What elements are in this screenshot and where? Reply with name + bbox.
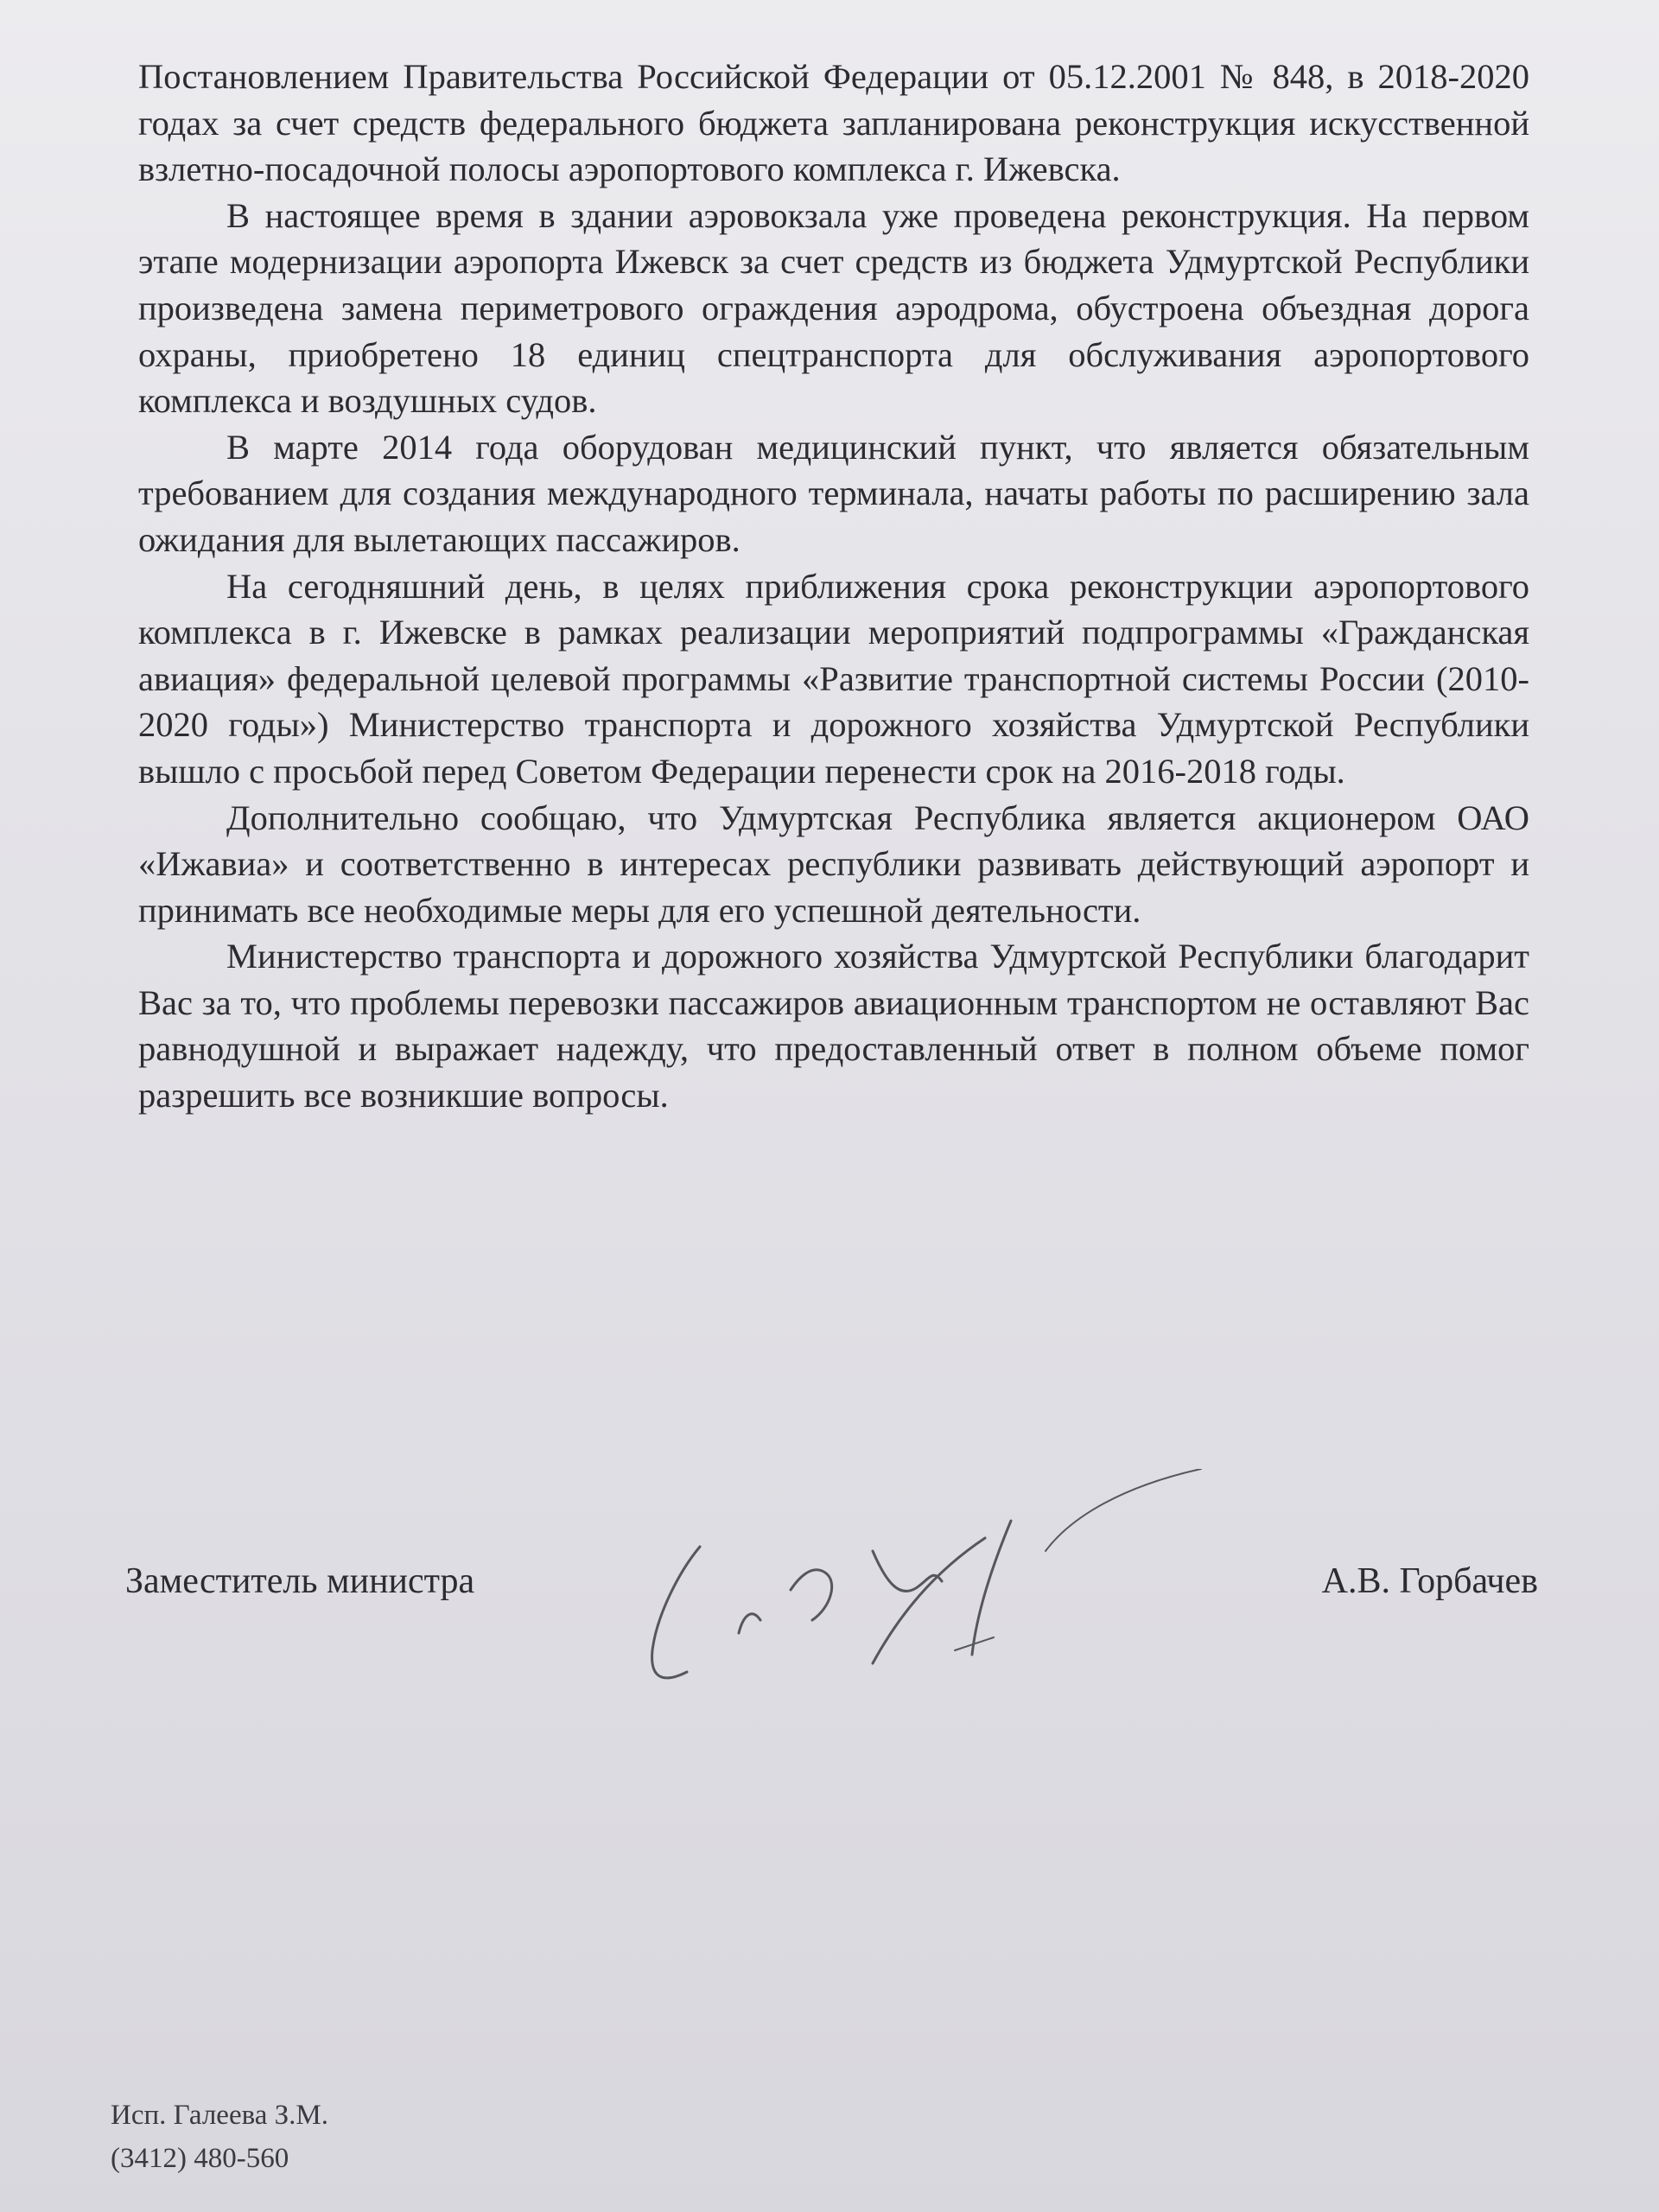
- executor-name: Исп. Галеева З.М.: [111, 2100, 329, 2131]
- handwritten-signature: [639, 1469, 1227, 1745]
- signatory-title: Заместитель министра: [125, 1561, 475, 1601]
- executor-phone: (3412) 480-560: [111, 2143, 289, 2174]
- paragraph-program: На сегодняшний день, в целях приближения срока реконструкции аэропортового комплекса в г. Ижевске в рамках реализации мероприятий подпрограммы «Гражданская авиация» федеральной целевой программы «Развитие транспортной системы России (2010-2020 годы») Министерство транспорта и дорожного хозяйства Удмуртской Республики вышло с просьбой перед Советом Федерации перенести срок на 2016-2018 годы.: [138, 566, 1529, 791]
- paragraph-gratitude: Министерство транспорта и дорожного хозяйства Удмуртской Республики благодарит Вас за то, что проблемы перевозки пассажиров авиационным транспортом не оставляют Вас равнодушной и выражает надежду, что предоставленный ответ в полном объеме помог разрешить все возникшие вопросы.: [138, 937, 1529, 1116]
- signatory-name: А.В. Горбачев: [1321, 1561, 1538, 1601]
- paragraph-shareholder: Дополнительно сообщаю, что Удмуртская Республика является акционером ОАО «Ижавиа» и соответственно в интересах республики развивать действующий аэропорт и принимать все необходимые меры для его успешной деятельности.: [138, 798, 1529, 930]
- paragraph-reconstruction: В настоящее время в здании аэровокзала уже проведена реконструкция. На первом этапе модернизации аэропорта Ижевск за счет средств из бюджета Удмуртской Республики произведена замена периметрового ограждения аэродрома, обустроена объездная дорога охраны, приобретено 18 единиц спецтранспорта для обслуживания аэропортового комплекса и воздушных судов.: [138, 195, 1529, 421]
- letter-body: [138, 54, 1529, 1119]
- paragraph-decree: Постановлением Правительства Российской Федерации от 05.12.2001 № 848, в 2018-2020 годах за счет средств федерального бюджета запланирована реконструкция искусственной взлетно-посадочной полосы аэропортового комплекса г. Ижевска.: [138, 57, 1529, 189]
- executor-info: [111, 2094, 328, 2180]
- paragraph-medical-point: В марте 2014 года оборудован медицинский пункт, что является обязательным требованием для создания международного терминала, начаты работы по расширению зала ожидания для вылетающих пассажиров.: [138, 427, 1529, 559]
